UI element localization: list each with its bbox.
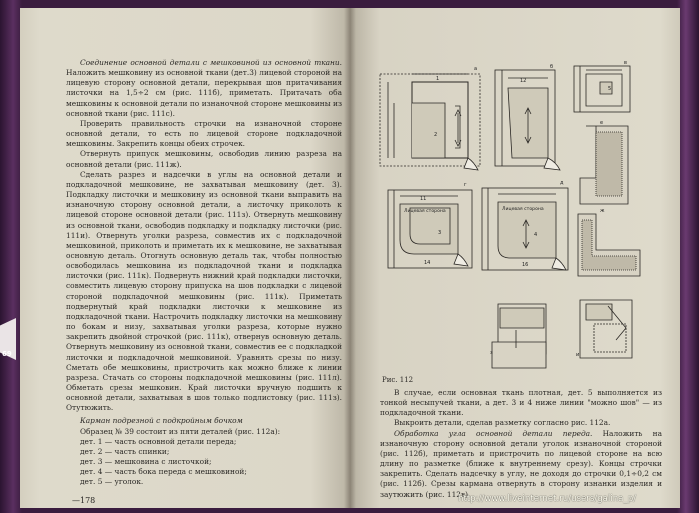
list-item: дет. 1 — часть основной детали переда; xyxy=(80,436,237,446)
fig-label-e: е xyxy=(600,120,604,126)
section-title: Карман подрезной с подкройным бочком xyxy=(80,416,243,426)
spine-label-text: 69 xyxy=(2,350,12,358)
fig-piece-a xyxy=(380,74,480,170)
fig-label-g: г xyxy=(464,182,467,188)
list-item: дет. 2 — часть спинки; xyxy=(80,446,170,456)
list-item: дет. 5 — уголок. xyxy=(80,477,144,487)
fig-dim-1: 1 xyxy=(436,76,440,82)
fig-label-d: д xyxy=(560,180,564,186)
fig-label-zh: ж xyxy=(600,208,605,214)
section-intro: Образец № 39 состоит из пяти деталей (рис. 112а): xyxy=(80,426,281,436)
paragraph-5: В случае, если основная ткань плотная, дет. 5 выполняется из тонкой несыпучей ткани, а дет. 3 и 4 ниже линии "можно шов" — из подкладочной ткани. xyxy=(380,388,662,418)
fig-part-4: 4 xyxy=(534,232,538,238)
fig-piece-g xyxy=(388,190,472,268)
fig-part-2: 2 xyxy=(434,132,438,138)
parts-list xyxy=(66,437,342,488)
fig-piece-zh xyxy=(578,214,640,276)
fig-piece-i xyxy=(580,300,632,358)
paragraph-3: Отвернуть припуск мешковины, освободив линию разреза на основной детали (рис. 111ж). xyxy=(66,149,342,169)
fig-part-3: 3 xyxy=(438,230,442,236)
paragraph-2: Проверить правильность строчки на изнаночной стороне основной детали, то есть по лицевой стороне подкладочной мешковины. Закрепить концы обеих строчек. xyxy=(66,118,342,149)
fig-dim-16: 16 xyxy=(522,262,529,268)
right-page xyxy=(350,8,680,508)
fig-piece-v xyxy=(574,66,630,112)
fig-dim-11: 11 xyxy=(420,196,427,202)
fig-dim-14: 14 xyxy=(424,260,431,266)
fig-label-z: з xyxy=(490,350,493,356)
watermark-url: http://www.liveinternet.ru/users/galina_p/ xyxy=(458,494,637,504)
fig-label-a: а xyxy=(474,66,478,72)
fig-label-v: в xyxy=(624,60,627,66)
left-page-text xyxy=(66,58,342,488)
fig-piece-z xyxy=(492,304,546,368)
fig-piece-d xyxy=(482,188,568,270)
book-cover-left xyxy=(0,0,22,513)
paragraph-7: Обработка угла основной детали переда. Наложить на изнаночную сторону основной детали уголок изнаночной стороной (рис. 112б), приметать и пристрочить по лицевой стороне на всю длину по разметке (ближе к внутреннему срезу). Концы строчки закрепить. Сделать надсечку в углу, не доходя до строчки 0,1÷0,2 см (рис. 112б). Срезы кармана отвернуть в сторону изнанки изделия и заутюжить (рис. 112в). xyxy=(380,428,662,499)
right-page-text xyxy=(380,388,662,500)
fig-piece-e xyxy=(580,126,628,204)
fig-part-5: 5 xyxy=(608,86,612,92)
figure-caption: Рис. 112 xyxy=(382,376,414,384)
list-item: дет. 4 — часть бока переда с мешковиной; xyxy=(80,467,247,477)
paragraph-4: Сделать разрез и надсечки в углы на основной детали и подкладочной мешковине, не захватывая мешковину (дет. 3). Подкладку листочки и мешковину из основной ткани выправить на изнаночную сторону основной детали, а листочку приколоть к лицевой стороне основной детали (рис. 111з). Отвернуть мешковину из основной ткани, освободив подкладку и подкладку листочки (рис. 111и). Отвернуть уголки разреза, совместив их с подкладочной мешковиной, приколоть и приметать их к мешковине, не захватывая основную деталь. Отогнуть основную деталь так, чтобы полностью освободилась мешковина из подкладочной ткани и подкладка листочки (рис. 111к). Подвернуть нижний край подкладки листочки, совместить лицевую сторону припуска на шов подкладки с лицевой стороной подкладочной мешковины (рис. 111к). Приметать подвернутый край подкладки листочки к мешковине из подкладочной ткани. Настрочить подкладку листочки на мешковину по бокам и низу, захватывая уголки разреза, которые нужно закрепить двойной строчкой (рис. 111к), отвернув основную деталь. Отвернуть мешковину из основной ткани, совместив ее с подкладкой листочки и подкладочной мешковиной. Уравнять срезы по низу. Сметать обе мешковины, пристрочить как можно ближе к линии разреза. Стачать со стороны подкладочной мешковины (рис. 111л). Обметать срезы мешковин. Край листочки вручную подшить к основной детали, захватывая в шов только подлистовку (рис. 111з). Отутюжить. xyxy=(66,169,342,413)
fig-note-right: Лицевая сторона xyxy=(502,207,544,212)
fig-label-b: б xyxy=(550,64,554,70)
fig-label-i: и xyxy=(576,352,580,358)
book-gutter xyxy=(344,8,356,508)
left-page xyxy=(20,8,350,508)
fig-piece-b xyxy=(495,70,560,170)
page-number: —178 xyxy=(72,496,96,505)
book-cover-right xyxy=(677,0,699,513)
fig-dim-12: 12 xyxy=(520,78,527,84)
paragraph-6: Выкроить детали, сделав разметку согласно рис. 112а. xyxy=(394,418,611,428)
paragraph-1: Соединение основной детали с мешковиной из основной ткани. Наложить мешковину из основной ткани (дет.3) лицевой стороной на лицевую сторону основной детали, перекрывая шов притачивания листочки на 1,5÷2 см (рис. 111б), приметать. Притачать оба мешковины к основной детали по изнаночной стороне мешковины из основной ткани (рис. 111с). xyxy=(66,58,342,118)
fig-note-left: Лицевая сторона xyxy=(404,209,446,214)
list-item: дет. 3 — мешковина с листочкой; xyxy=(80,457,212,467)
